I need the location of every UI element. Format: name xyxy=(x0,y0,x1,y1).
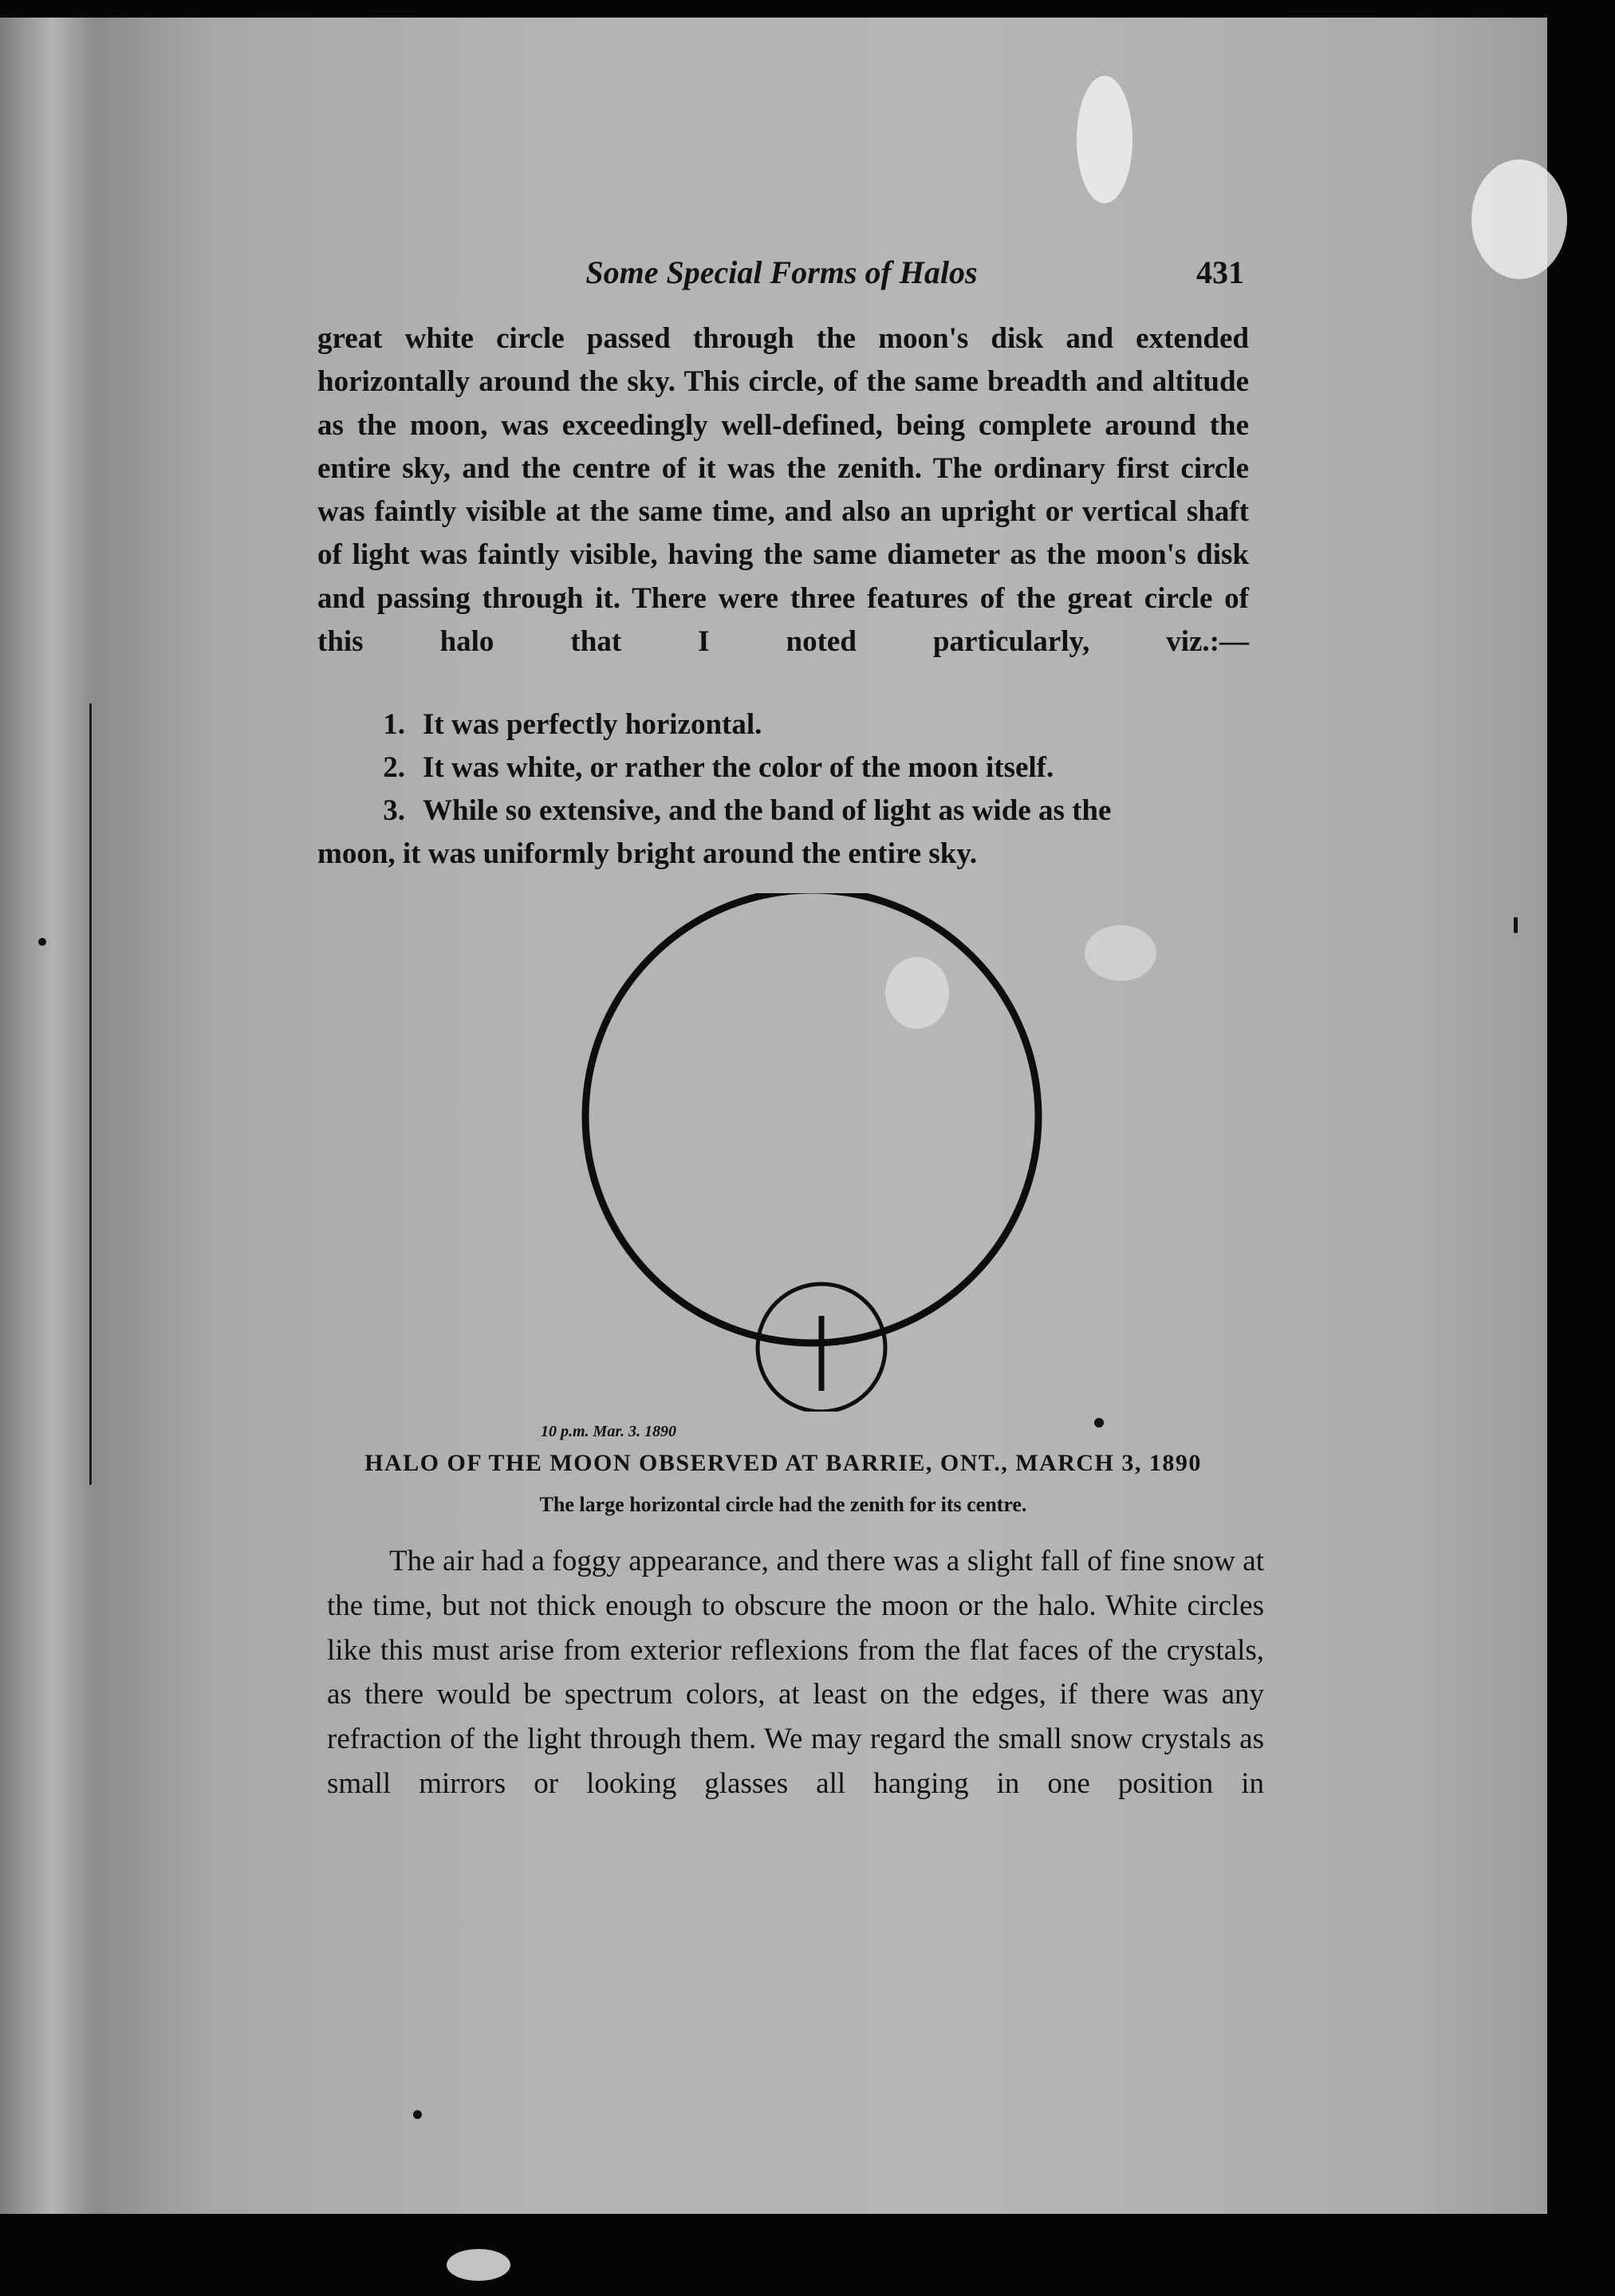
list-item xyxy=(317,703,1249,746)
ink-dot xyxy=(1514,917,1518,933)
running-title: Some Special Forms of Halos xyxy=(585,254,978,290)
list-text: It was perfectly horizontal. xyxy=(423,708,762,741)
running-head xyxy=(319,254,1244,301)
paper-stain xyxy=(1077,76,1132,203)
list-number: 1. xyxy=(383,708,405,741)
gutter-line xyxy=(89,703,92,1485)
list-text-continuation: moon, it was uniformly bright around the entire sky. xyxy=(317,837,978,870)
list-number: 3. xyxy=(383,794,405,827)
figure-subcaption: The large horizontal circle had the zenith for its centre. xyxy=(539,1493,1027,1516)
figure-inscription: 10 p.m. Mar. 3. 1890 xyxy=(541,1423,677,1440)
ink-dot xyxy=(413,2110,422,2119)
scan-border-right xyxy=(1547,0,1615,2296)
book-gutter xyxy=(0,18,96,2214)
paper-stain xyxy=(447,2249,510,2281)
ink-dot xyxy=(1094,1418,1104,1428)
list-item xyxy=(317,790,1249,876)
list-text: It was white, or rather the color of the moon itself. xyxy=(423,751,1054,784)
figure-caption: HALO OF THE MOON OBSERVED AT BARRIE, ONT., MARCH 3, 1890 xyxy=(364,1450,1202,1476)
feature-list xyxy=(317,703,1249,876)
scan-border-top xyxy=(0,0,1615,18)
ink-dot xyxy=(38,938,46,946)
body-paragraph-2: The air had a foggy appearance, and there was a slight fall of fine snow at the time, but not thick enough to obscure the moon or the halo. White circles like this must arise from exterior reflexions from the flat faces of the crystals, as there would be spectrum colors, at least on the edges, if there was any refraction of the light through them. We may regard the small snow crystals as small mirrors or looking glasses all hanging in one position in xyxy=(327,1545,1264,1800)
list-text: While so extensive, and the band of light as wide as the xyxy=(423,794,1112,827)
body-paragraph: great white circle passed through the moon's disk and extended horizontally around the sky. This circle, of the same breadth and altitude as the moon, was exceedingly well-defined, being complete around the entire sky, and the centre of it was the zenith. The ordinary first circle was faintly visible at the same time, and also an upright or vertical shaft of light was faintly visible, having the same diameter as the moon's disk and passing through it. There were three features of the great circle of this halo that I noted particularly, viz.:— xyxy=(317,322,1249,659)
halo-figure xyxy=(558,893,1069,1412)
paper-stain xyxy=(1471,159,1567,279)
page-number: 431 xyxy=(1196,254,1244,290)
scan-border-bottom xyxy=(0,2214,1615,2296)
paper-stain xyxy=(1085,925,1156,981)
great-horizontal-circle xyxy=(585,893,1038,1343)
list-number: 2. xyxy=(383,751,405,784)
list-item xyxy=(317,746,1249,790)
